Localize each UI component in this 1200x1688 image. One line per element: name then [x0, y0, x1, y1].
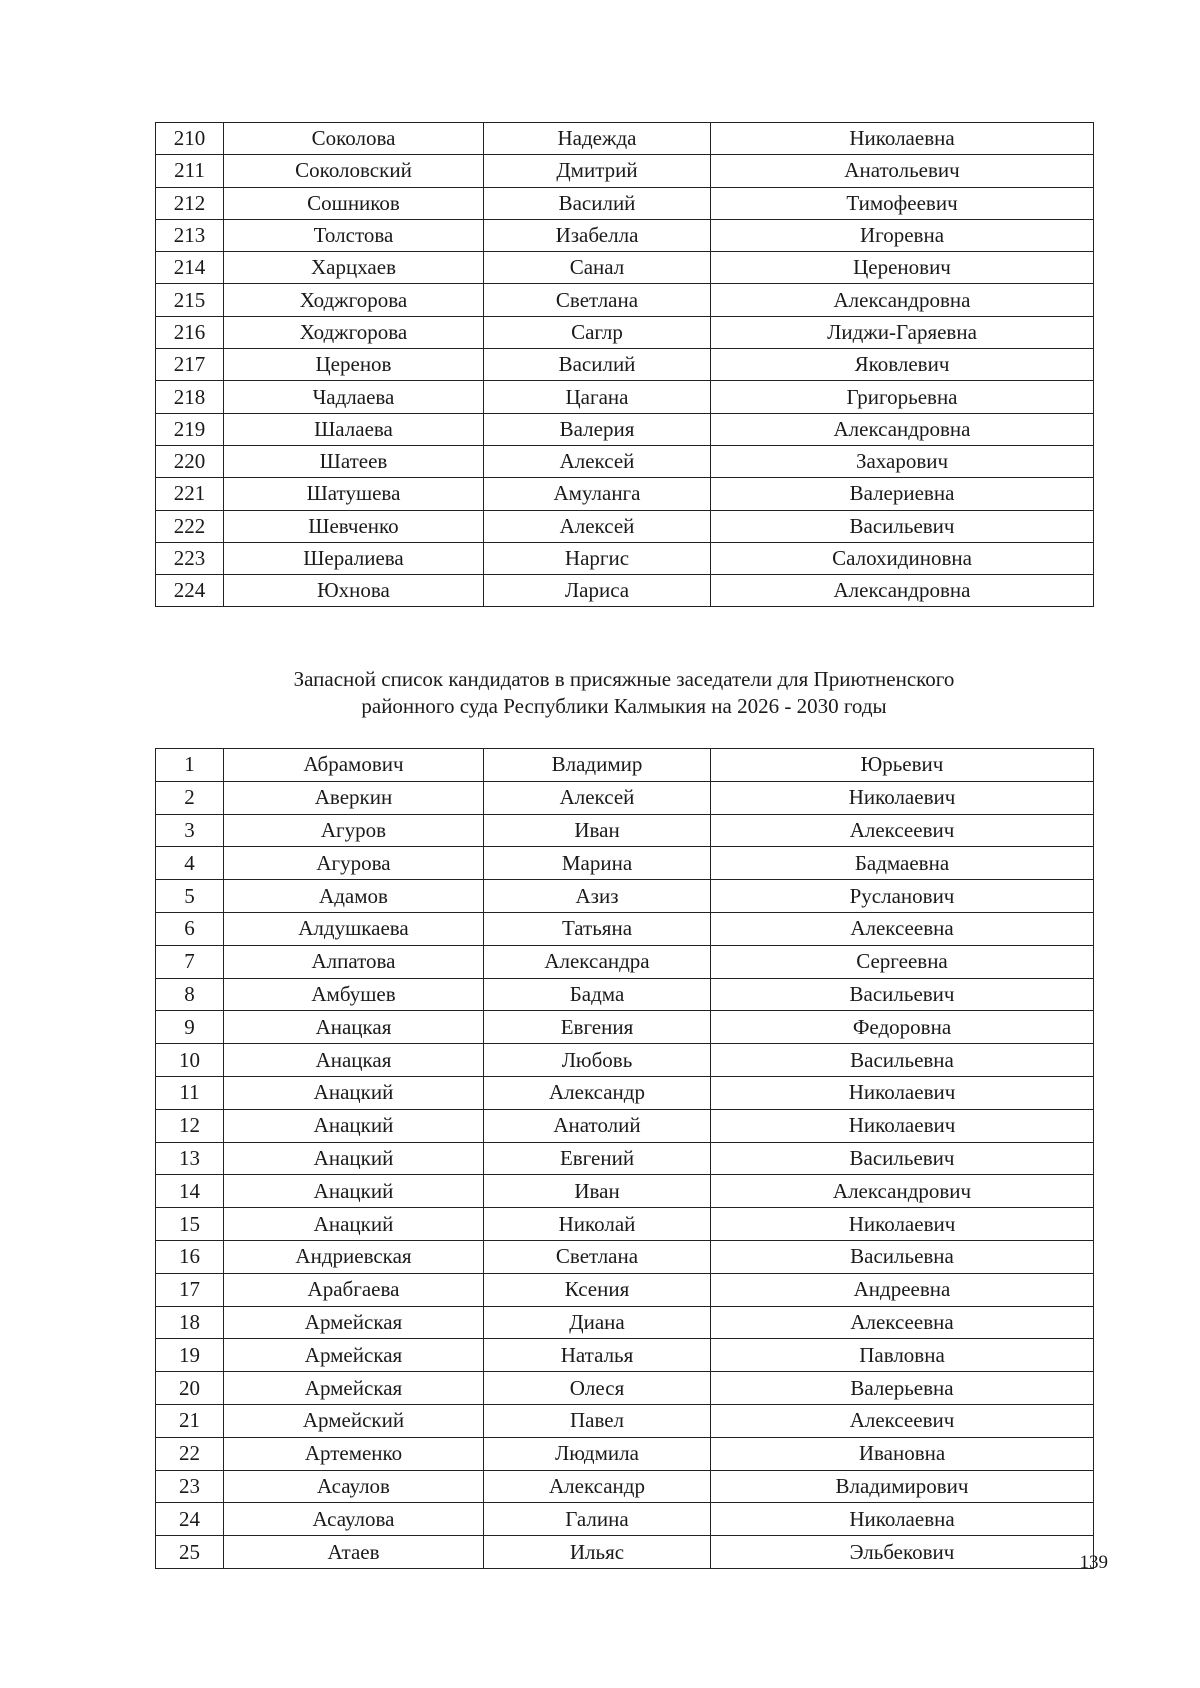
row-number-cell: 7 — [156, 945, 224, 978]
first-name-cell: Александра — [484, 945, 711, 978]
last-name-cell: Агуров — [224, 814, 484, 847]
patronymic-cell: Павловна — [711, 1339, 1094, 1372]
first-name-cell: Светлана — [484, 1240, 711, 1273]
table-row — [156, 123, 1094, 155]
table-row — [156, 1011, 1094, 1044]
first-name-cell: Ксения — [484, 1273, 711, 1306]
first-name-cell: Амуланга — [484, 478, 711, 510]
last-name-cell: Анацкий — [224, 1142, 484, 1175]
patronymic-cell: Григорьевна — [711, 381, 1094, 413]
first-name-cell: Алексей — [484, 445, 711, 477]
patronymic-cell: Анатольевич — [711, 155, 1094, 187]
patronymic-cell: Сергеевна — [711, 945, 1094, 978]
patronymic-cell: Васильевна — [711, 1044, 1094, 1077]
table-row — [156, 284, 1094, 316]
page-number: 139 — [1079, 1552, 1108, 1573]
last-name-cell: Анацкий — [224, 1208, 484, 1241]
first-name-cell: Азиз — [484, 880, 711, 913]
last-name-cell: Алдушкаева — [224, 912, 484, 945]
row-number-cell: 24 — [156, 1503, 224, 1536]
patronymic-cell: Александрович — [711, 1175, 1094, 1208]
first-name-cell: Любовь — [484, 1044, 711, 1077]
row-number-cell: 23 — [156, 1470, 224, 1503]
row-number-cell: 5 — [156, 880, 224, 913]
last-name-cell: Агурова — [224, 847, 484, 880]
table-row — [156, 1306, 1094, 1339]
row-number-cell: 14 — [156, 1175, 224, 1208]
row-number-cell: 17 — [156, 1273, 224, 1306]
row-number-cell: 19 — [156, 1339, 224, 1372]
first-name-cell: Саглр — [484, 316, 711, 348]
table-row — [156, 155, 1094, 187]
last-name-cell: Армейская — [224, 1372, 484, 1405]
patronymic-cell: Бадмаевна — [711, 847, 1094, 880]
first-name-cell: Людмила — [484, 1437, 711, 1470]
last-name-cell: Армейская — [224, 1306, 484, 1339]
row-number-cell: 4 — [156, 847, 224, 880]
patronymic-cell: Федоровна — [711, 1011, 1094, 1044]
row-number-cell: 217 — [156, 349, 224, 381]
first-name-cell: Олеся — [484, 1372, 711, 1405]
last-name-cell: Харцхаев — [224, 252, 484, 284]
last-name-cell: Шалаева — [224, 413, 484, 445]
first-name-cell: Ильяс — [484, 1536, 711, 1569]
first-name-cell: Николай — [484, 1208, 711, 1241]
table-row — [156, 1273, 1094, 1306]
table-row — [156, 847, 1094, 880]
patronymic-cell: Васильевич — [711, 1142, 1094, 1175]
last-name-cell: Сошников — [224, 187, 484, 219]
first-name-cell: Галина — [484, 1503, 711, 1536]
row-number-cell: 212 — [156, 187, 224, 219]
patronymic-cell: Тимофеевич — [711, 187, 1094, 219]
row-number-cell: 8 — [156, 978, 224, 1011]
patronymic-cell: Алексеевна — [711, 912, 1094, 945]
patronymic-cell: Валерьевна — [711, 1372, 1094, 1405]
table-row — [156, 510, 1094, 542]
table-row — [156, 1470, 1094, 1503]
last-name-cell: Анацкий — [224, 1175, 484, 1208]
first-name-cell: Анатолий — [484, 1109, 711, 1142]
first-name-cell: Санал — [484, 252, 711, 284]
first-name-cell: Дмитрий — [484, 155, 711, 187]
patronymic-cell: Эльбекович — [711, 1536, 1094, 1569]
patronymic-cell: Алексеевна — [711, 1306, 1094, 1339]
last-name-cell: Арабгаева — [224, 1273, 484, 1306]
table-row — [156, 542, 1094, 574]
row-number-cell: 221 — [156, 478, 224, 510]
row-number-cell: 13 — [156, 1142, 224, 1175]
last-name-cell: Анацкая — [224, 1011, 484, 1044]
first-name-cell: Александр — [484, 1076, 711, 1109]
table-row — [156, 252, 1094, 284]
first-name-cell: Татьяна — [484, 912, 711, 945]
patronymic-cell: Васильевич — [711, 510, 1094, 542]
last-name-cell: Анацкий — [224, 1076, 484, 1109]
first-name-cell: Лариса — [484, 575, 711, 607]
table-row — [156, 316, 1094, 348]
first-name-cell: Иван — [484, 1175, 711, 1208]
row-number-cell: 223 — [156, 542, 224, 574]
first-name-cell: Наргис — [484, 542, 711, 574]
patronymic-cell: Андреевна — [711, 1273, 1094, 1306]
table-row — [156, 1175, 1094, 1208]
table-row — [156, 1372, 1094, 1405]
table-row — [156, 187, 1094, 219]
last-name-cell: Андриевская — [224, 1240, 484, 1273]
row-number-cell: 211 — [156, 155, 224, 187]
first-name-cell: Бадма — [484, 978, 711, 1011]
row-number-cell: 213 — [156, 219, 224, 251]
last-name-cell: Анацкий — [224, 1109, 484, 1142]
reserve-list-heading — [155, 666, 1093, 720]
patronymic-cell: Русланович — [711, 880, 1094, 913]
row-number-cell: 25 — [156, 1536, 224, 1569]
patronymic-cell: Алексеевич — [711, 1404, 1094, 1437]
row-number-cell: 10 — [156, 1044, 224, 1077]
last-name-cell: Адамов — [224, 880, 484, 913]
last-name-cell: Армейский — [224, 1404, 484, 1437]
first-name-cell: Валерия — [484, 413, 711, 445]
table-row — [156, 575, 1094, 607]
last-name-cell: Шатушева — [224, 478, 484, 510]
table-row — [156, 781, 1094, 814]
last-name-cell: Шатеев — [224, 445, 484, 477]
table-row — [156, 219, 1094, 251]
last-name-cell: Шералиева — [224, 542, 484, 574]
first-name-cell: Василий — [484, 349, 711, 381]
patronymic-cell: Васильевич — [711, 978, 1094, 1011]
patronymic-cell: Игоревна — [711, 219, 1094, 251]
last-name-cell: Церенов — [224, 349, 484, 381]
row-number-cell: 6 — [156, 912, 224, 945]
last-name-cell: Толстова — [224, 219, 484, 251]
patronymic-cell: Яковлевич — [711, 349, 1094, 381]
first-name-cell: Александр — [484, 1470, 711, 1503]
patronymic-cell: Захарович — [711, 445, 1094, 477]
patronymic-cell: Салохидиновна — [711, 542, 1094, 574]
reserve-heading-line-2: районного суда Республики Калмыкия на 2026 - 2030 годы — [361, 694, 887, 718]
table-row — [156, 1044, 1094, 1077]
row-number-cell: 219 — [156, 413, 224, 445]
last-name-cell: Асаулова — [224, 1503, 484, 1536]
last-name-cell: Шевченко — [224, 510, 484, 542]
row-number-cell: 1 — [156, 749, 224, 782]
row-number-cell: 9 — [156, 1011, 224, 1044]
row-number-cell: 214 — [156, 252, 224, 284]
table-row — [156, 1437, 1094, 1470]
patronymic-cell: Алексеевич — [711, 814, 1094, 847]
first-name-cell: Павел — [484, 1404, 711, 1437]
patronymic-cell: Лиджи-Гаряевна — [711, 316, 1094, 348]
patronymic-cell: Николаевна — [711, 123, 1094, 155]
row-number-cell: 222 — [156, 510, 224, 542]
patronymic-cell: Валериевна — [711, 478, 1094, 510]
last-name-cell: Атаев — [224, 1536, 484, 1569]
first-name-cell: Василий — [484, 187, 711, 219]
first-name-cell: Алексей — [484, 510, 711, 542]
row-number-cell: 20 — [156, 1372, 224, 1405]
table-row — [156, 381, 1094, 413]
row-number-cell: 3 — [156, 814, 224, 847]
first-name-cell: Цагана — [484, 381, 711, 413]
first-name-cell: Надежда — [484, 123, 711, 155]
first-name-cell: Марина — [484, 847, 711, 880]
first-name-cell: Евгений — [484, 1142, 711, 1175]
table-row — [156, 1536, 1094, 1569]
table-row — [156, 1142, 1094, 1175]
first-name-cell: Диана — [484, 1306, 711, 1339]
row-number-cell: 21 — [156, 1404, 224, 1437]
row-number-cell: 18 — [156, 1306, 224, 1339]
last-name-cell: Ходжгорова — [224, 284, 484, 316]
last-name-cell: Алпатова — [224, 945, 484, 978]
last-name-cell: Анацкая — [224, 1044, 484, 1077]
patronymic-cell: Васильевна — [711, 1240, 1094, 1273]
last-name-cell: Аверкин — [224, 781, 484, 814]
first-name-cell: Наталья — [484, 1339, 711, 1372]
candidates-table-reserve — [155, 748, 1094, 1569]
last-name-cell: Юхнова — [224, 575, 484, 607]
table-row — [156, 1339, 1094, 1372]
table-row — [156, 478, 1094, 510]
table-row — [156, 413, 1094, 445]
row-number-cell: 12 — [156, 1109, 224, 1142]
table-row — [156, 749, 1094, 782]
table-row — [156, 1076, 1094, 1109]
patronymic-cell: Владимирович — [711, 1470, 1094, 1503]
last-name-cell: Абрамович — [224, 749, 484, 782]
row-number-cell: 220 — [156, 445, 224, 477]
row-number-cell: 2 — [156, 781, 224, 814]
first-name-cell: Владимир — [484, 749, 711, 782]
row-number-cell: 210 — [156, 123, 224, 155]
last-name-cell: Асаулов — [224, 1470, 484, 1503]
row-number-cell: 11 — [156, 1076, 224, 1109]
patronymic-cell: Юрьевич — [711, 749, 1094, 782]
patronymic-cell: Николаевич — [711, 1208, 1094, 1241]
table-row — [156, 814, 1094, 847]
table-row — [156, 880, 1094, 913]
patronymic-cell: Церенович — [711, 252, 1094, 284]
row-number-cell: 218 — [156, 381, 224, 413]
row-number-cell: 15 — [156, 1208, 224, 1241]
table-row — [156, 1503, 1094, 1536]
table-row — [156, 1240, 1094, 1273]
row-number-cell: 224 — [156, 575, 224, 607]
last-name-cell: Армейская — [224, 1339, 484, 1372]
patronymic-cell: Николаевич — [711, 1076, 1094, 1109]
table-row — [156, 945, 1094, 978]
table-row — [156, 1208, 1094, 1241]
last-name-cell: Амбушев — [224, 978, 484, 1011]
patronymic-cell: Ивановна — [711, 1437, 1094, 1470]
last-name-cell: Ходжгорова — [224, 316, 484, 348]
last-name-cell: Соколова — [224, 123, 484, 155]
last-name-cell: Соколовский — [224, 155, 484, 187]
reserve-heading-line-1: Запасной список кандидатов в присяжные заседатели для Приютненского — [293, 667, 955, 691]
table-row — [156, 1404, 1094, 1437]
table-row — [156, 978, 1094, 1011]
row-number-cell: 215 — [156, 284, 224, 316]
first-name-cell: Иван — [484, 814, 711, 847]
first-name-cell: Светлана — [484, 284, 711, 316]
last-name-cell: Артеменко — [224, 1437, 484, 1470]
table-row — [156, 349, 1094, 381]
table-row — [156, 445, 1094, 477]
patronymic-cell: Николаевич — [711, 1109, 1094, 1142]
patronymic-cell: Александровна — [711, 284, 1094, 316]
row-number-cell: 22 — [156, 1437, 224, 1470]
table-row — [156, 912, 1094, 945]
row-number-cell: 16 — [156, 1240, 224, 1273]
table-row — [156, 1109, 1094, 1142]
patronymic-cell: Александровна — [711, 575, 1094, 607]
first-name-cell: Алексей — [484, 781, 711, 814]
candidates-table-main — [155, 122, 1094, 607]
patronymic-cell: Николаевич — [711, 781, 1094, 814]
row-number-cell: 216 — [156, 316, 224, 348]
first-name-cell: Изабелла — [484, 219, 711, 251]
first-name-cell: Евгения — [484, 1011, 711, 1044]
patronymic-cell: Александровна — [711, 413, 1094, 445]
last-name-cell: Чадлаева — [224, 381, 484, 413]
patronymic-cell: Николаевна — [711, 1503, 1094, 1536]
